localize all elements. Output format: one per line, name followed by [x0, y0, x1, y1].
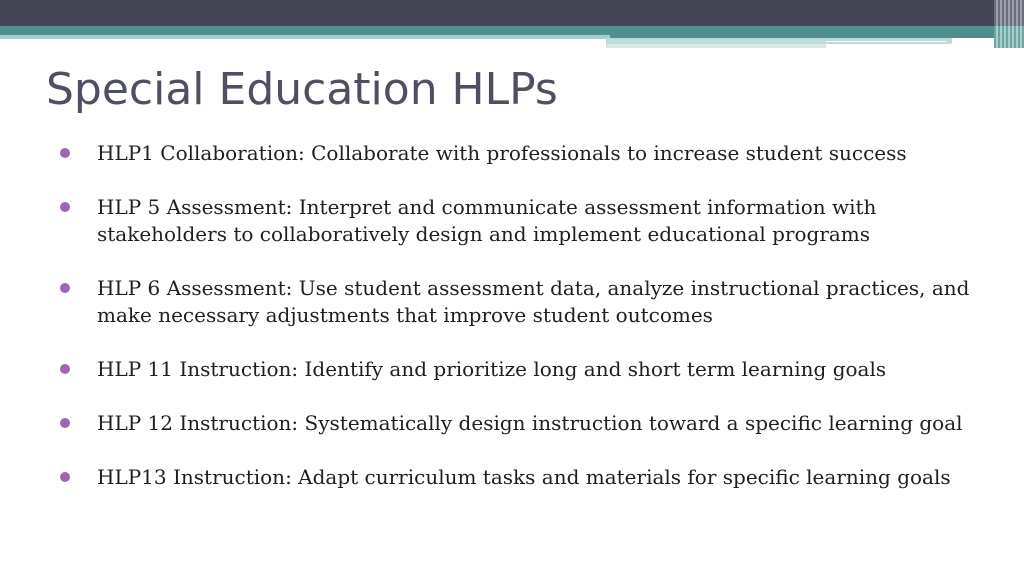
bullet-text: HLP13 Instruction: Adapt curriculum tasks and materials for specific learning goals [97, 465, 951, 489]
header-band-dark [0, 0, 1024, 26]
header-band-teal-light [0, 35, 610, 39]
header-accent-strip-secondary [606, 44, 826, 48]
bullet-dot-icon [60, 418, 70, 428]
bullet-dot-icon [60, 283, 70, 293]
bullet-dot-icon [60, 364, 70, 374]
bullet-item-hlp6 [58, 275, 978, 329]
bullet-dot-icon [60, 202, 70, 212]
bullet-item-hlp11 [58, 356, 978, 383]
bullet-item-hlp5 [58, 194, 978, 248]
corner-stripes-decoration-lower [994, 26, 1024, 48]
bullet-text: HLP1 Collaboration: Collaborate with professionals to increase student success [97, 141, 907, 165]
bullet-item-hlp1 [58, 140, 978, 167]
bullet-item-hlp13 [58, 464, 978, 491]
bullet-text: HLP 12 Instruction: Systematically design instruction toward a specific learning goal [97, 411, 963, 435]
header-accent-line [826, 41, 946, 42]
bullet-dot-icon [60, 472, 70, 482]
bullet-text: HLP 6 Assessment: Use student assessment data, analyze instructional practices, and make necessary adjustments that improve student outcomes [97, 276, 970, 327]
bullet-text: HLP 5 Assessment: Interpret and communicate assessment information with stakeholders to collaboratively design and implement educational programs [97, 195, 877, 246]
bullet-list [58, 140, 978, 518]
bullet-item-hlp12 [58, 410, 978, 437]
slide-title: Special Education HLPs [46, 64, 558, 115]
bullet-text: HLP 11 Instruction: Identify and prioritize long and short term learning goals [97, 357, 887, 381]
bullet-dot-icon [60, 148, 70, 158]
